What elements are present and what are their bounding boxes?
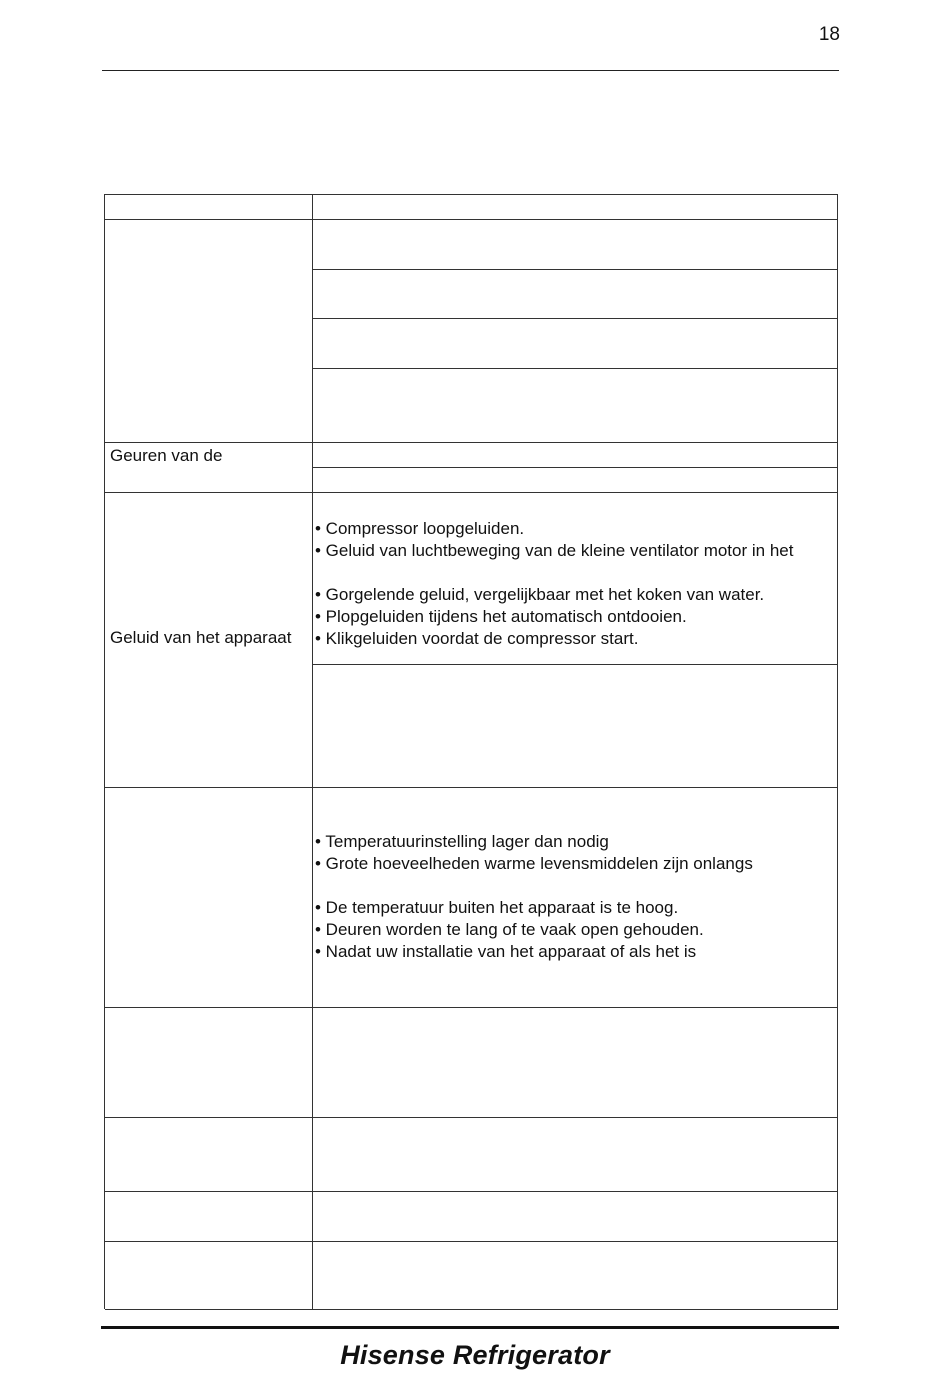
cause-cell [313,1008,838,1118]
temperature-cause-list [315,831,753,963]
problem-cell [105,1192,313,1242]
header-divider [102,70,839,71]
problem-label-noise: Geluid van het apparaat [110,628,292,647]
noise-cause-list [315,518,793,650]
list-item: • Grote hoeveelheden warme levensmiddelen zijn onlangs [315,854,753,873]
cause-cell [313,369,838,443]
list-item: • Plopgeluiden tijdens het automatisch ontdooien. [315,607,687,626]
footer-brand-logo: Hisense Refrigerator [340,1340,610,1370]
problem-cell [105,1008,313,1118]
list-item: • De temperatuur buiten het apparaat is te hoog. [315,898,679,917]
cause-cell-noise [313,493,838,665]
problem-cell [105,788,313,1008]
problem-cell-smell [105,443,313,493]
cause-cell [313,1118,838,1192]
cause-cell [313,270,838,319]
cause-cell-temperature [313,788,838,1008]
cause-cell [313,1242,838,1310]
list-item: • Deuren worden te lang of te vaak open gehouden. [315,920,704,939]
problem-cell [105,220,313,443]
problem-cell-noise [105,493,313,788]
cause-cell [313,220,838,270]
cause-cell [313,319,838,369]
problem-label-smell: Geuren van de [110,446,223,465]
cause-cell [313,443,838,468]
list-item: • Nadat uw installatie van het apparaat of als het is [315,942,697,961]
list-item: • Temperatuurinstelling lager dan nodig [315,832,609,851]
cause-cell [313,1192,838,1242]
problem-cell [105,1242,313,1310]
problem-cell [105,1118,313,1192]
page-number: 18 [818,24,840,45]
cause-cell [313,468,838,493]
cause-cell [313,665,838,788]
table-header-problem [105,195,313,220]
list-item: • Gorgelende geluid, vergelijkbaar met het koken van water. [315,585,765,604]
list-item: • Klikgeluiden voordat de compressor start. [315,629,639,648]
troubleshooting-table [104,194,838,1309]
list-item: • Compressor loopgeluiden. [315,519,525,538]
footer-divider [101,1326,839,1329]
table-header-cause [313,195,838,220]
list-item: • Geluid van luchtbeweging van de kleine ventilator motor in het [315,541,794,560]
